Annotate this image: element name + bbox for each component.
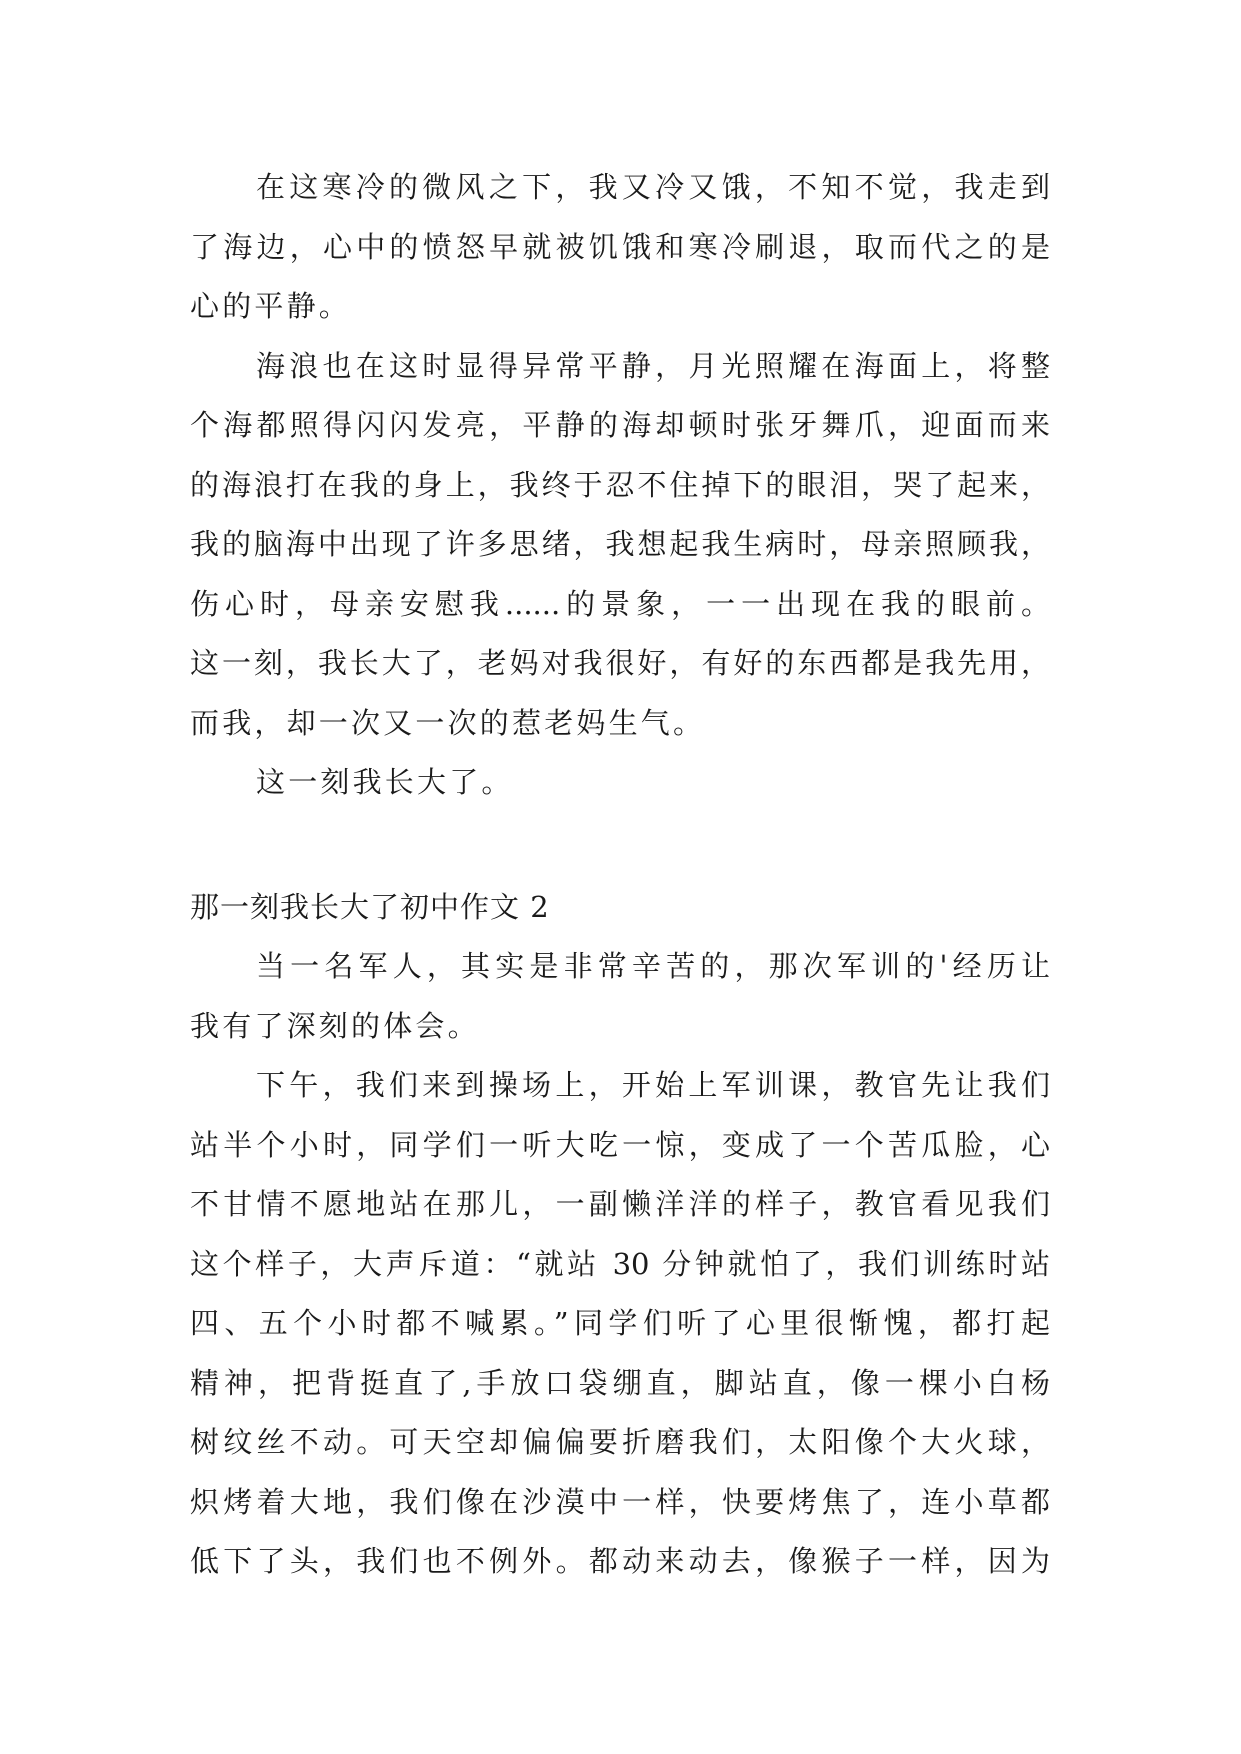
paragraph-2 [190,337,1050,754]
text-line: 当一名军人，其实是非常辛苦的，那次军训的'经历让 [256,949,1050,983]
text-line: 的海浪打在我的身上，我终于忍不住掉下的眼泪，哭了起来， [190,467,1050,502]
section-heading: 那一刻我长大了初中作文 2 [190,889,550,924]
text-line: 炽烤着大地，我们像在沙漠中一样，快要烤焦了，连小草都 [190,1484,1050,1519]
text-line: 下午，我们来到操场上，开始上军训课，教官先让我们 [256,1068,1050,1102]
text-line: 在这寒冷的微风之下，我又冷又饿，不知不觉，我走到 [256,170,1050,204]
text-line: 低下了头，我们也不例外。都动来动去，像猴子一样，因为 [190,1544,1050,1578]
text-line: 我的脑海中出现了许多思绪，我想起我生病时，母亲照顾我， [190,527,1050,561]
text-line: 树纹丝不动。可天空却偏偏要折磨我们，太阳像个大火球， [190,1425,1050,1459]
text-line: 而我，却一次又一次的惹老妈生气。 [190,705,706,740]
text-line: 海浪也在这时显得异常平静，月光照耀在海面上，将整 [256,348,1050,383]
paragraph-3 [190,753,1050,813]
text-line: 这个样子，大声斥道：“就站 30 分钟就怕了，我们训练时站 [190,1246,1050,1281]
text-line: 了海边，心中的愤怒早就被饥饿和寒冷刷退，取而代之的是 [190,229,1050,264]
paragraph-1 [190,158,1050,337]
text-line: 这一刻，我长大了，老妈对我很好，有好的东西都是我先用， [190,646,1050,680]
text-line: 伤心时，母亲安慰我......的景象，一一出现在我的眼前。 [190,586,1050,621]
text-line: 不甘情不愿地站在那儿，一副懒洋洋的样子，教官看见我们 [190,1187,1050,1221]
text-line: 我有了深刻的体会。 [190,1008,480,1043]
text-line: 站半个小时，同学们一听大吃一惊，变成了一个苦瓜脸，心 [190,1127,1050,1162]
paragraph-5 [190,1056,1050,1592]
paragraph-4 [190,937,1050,1056]
document-page [190,158,1050,1592]
text-line: 精神，把背挺直了,手放口袋绷直，脚站直，像一棵小白杨 [190,1365,1050,1400]
text-line: 个海都照得闪闪发亮，平静的海却顿时张牙舞爪，迎面而来 [190,408,1050,442]
text-line: 四、五个小时都不喊累。”同学们听了心里很惭愧，都打起 [190,1306,1050,1340]
section-spacer [190,813,1050,878]
text-line: 心的平静。 [190,289,352,323]
text-line: 这一刻我长大了。 [256,765,514,799]
